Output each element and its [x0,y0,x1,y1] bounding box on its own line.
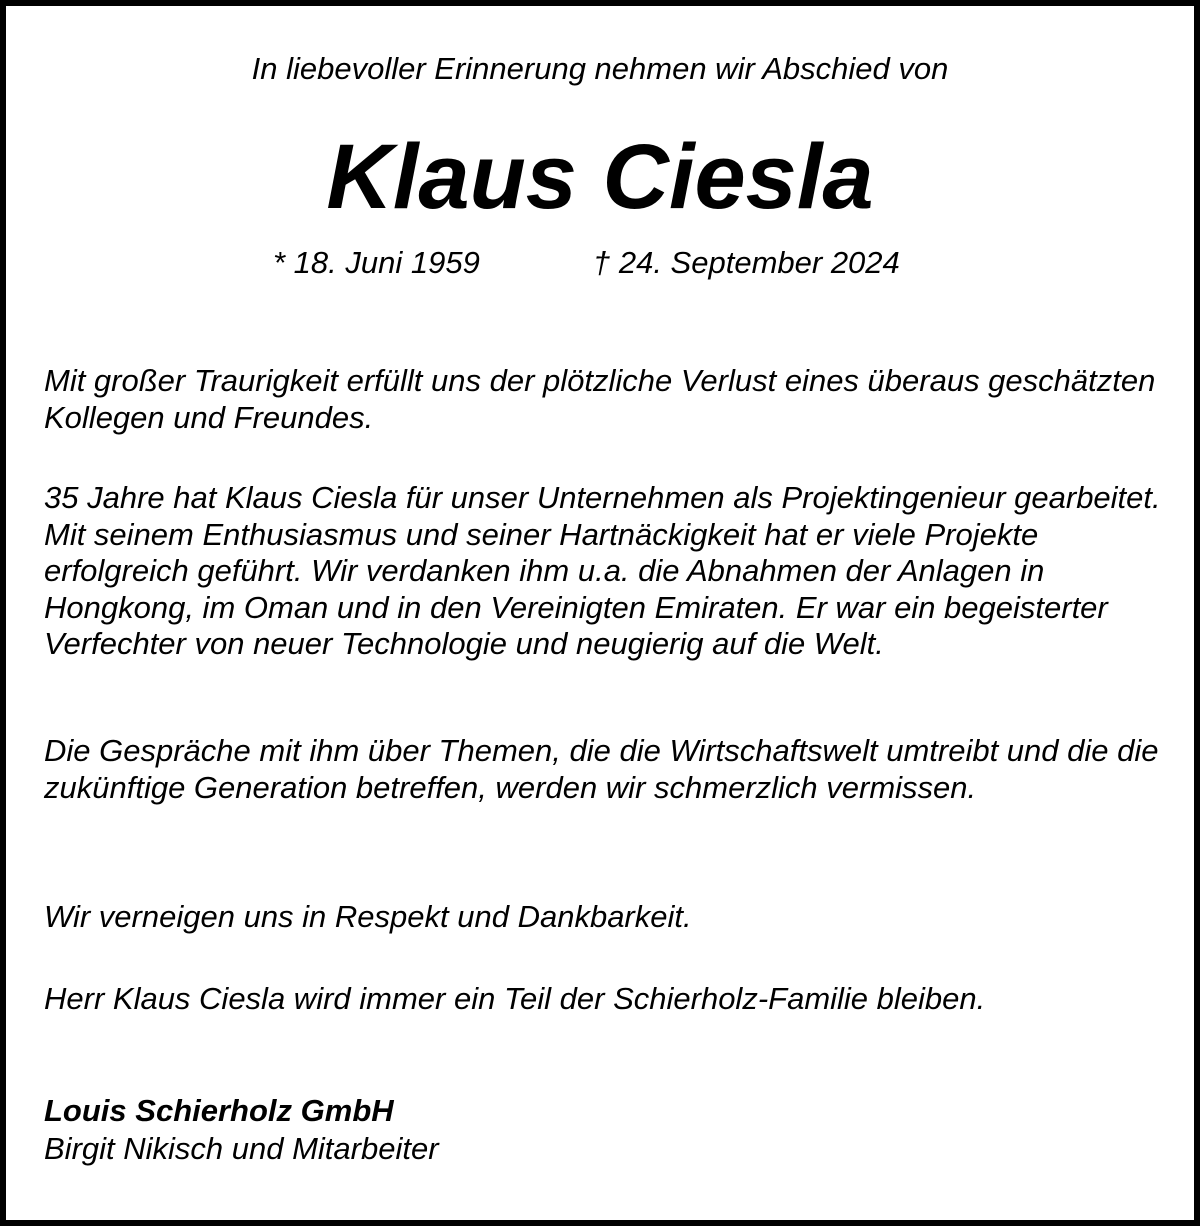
signers-line: Birgit Nikisch und Mitarbeiter [44,1131,439,1166]
intro-line: In liebevoller Erinnerung nehmen wir Abschied von [251,51,949,86]
deceased-name: Klaus Ciesla [326,126,874,228]
company-name: Louis Schierholz GmbH [44,1093,394,1128]
paragraph-respect: Wir verneigen uns in Respekt und Dankbarkeit. [44,899,692,934]
paragraph-conversations: Die Gespräche mit ihm über Themen, die die Wirtschaftswelt umtreibt und die die zukünftige Generation betreffen, werden wir schmerzlich vermissen. [44,733,1159,805]
paragraph-family: Herr Klaus Ciesla wird immer ein Teil der Schierholz-Familie bleiben. [44,981,986,1016]
paragraph-career: 35 Jahre hat Klaus Ciesla für unser Unternehmen als Projektingenieur gearbeitet. Mit seinem Enthusiasmus und seiner Hartnäckigkeit hat er viele Projekte erfolgreich geführt. Wir verdanken ihm u.a. die Abnahmen der Anlagen in Hongkong, im Oman und in den Vereinigten Emiraten. Er war ein begeisterter Verfechter von neuer Technologie und neugierig auf die Welt. [44,480,1161,661]
birth-date: * 18. Juni 1959 [273,245,480,280]
death-date: † 24. September 2024 [593,245,900,280]
paragraph-loss: Mit großer Traurigkeit erfüllt uns der plötzliche Verlust eines überaus geschätzten Kollegen und Freundes. [44,363,1156,435]
